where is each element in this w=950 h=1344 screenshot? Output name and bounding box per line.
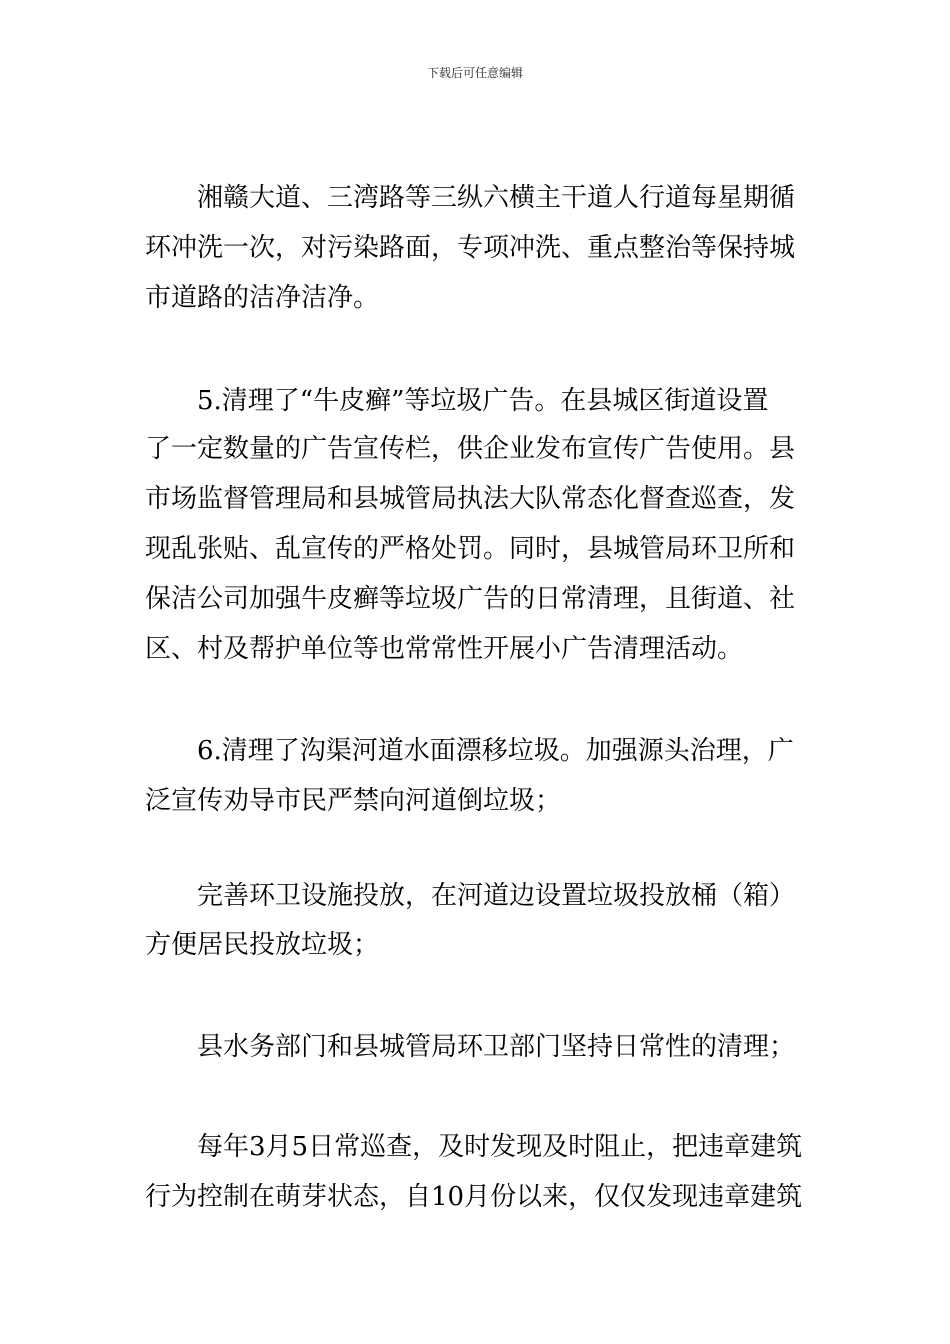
text-line: 6.清理了沟渠河道水面漂移垃圾。加强源头治理，广 xyxy=(197,736,794,766)
text-line: 5.清理了“牛皮癣”等垃圾广告。在县城区街道设置 xyxy=(197,386,769,416)
text-line: 市场监督管理局和县城管局执法大队常态化督查巡查，发 xyxy=(145,484,796,514)
text-line: 行为控制在萌芽状态，自10月份以来，仅仅发现违章建筑 xyxy=(145,1182,803,1212)
text-line: 湘赣大道、三湾路等三纵六横主干道人行道每星期循 xyxy=(197,183,796,213)
text-line: 泛宣传劝导市民严禁向河道倒垃圾； xyxy=(145,786,562,816)
text-line: 市道路的洁净洁净。 xyxy=(145,283,380,313)
text-line: 环冲洗一次，对污染路面，专项冲洗、重点整治等保持城 xyxy=(145,233,796,263)
text-line: 区、村及帮护单位等也常常性开展小广告清理活动。 xyxy=(145,634,744,664)
text-line: 现乱张贴、乱宣传的严格处罚。同时，县城管局环卫所和 xyxy=(145,534,796,564)
text-line: 保洁公司加强牛皮癣等垃圾广告的日常清理，且街道、社 xyxy=(145,584,796,614)
text-line: 了一定数量的广告宣传栏，供企业发布宣传广告使用。县 xyxy=(145,434,796,464)
text-line: 每年3月5日常巡查，及时发现及时阻止，把违章建筑 xyxy=(197,1132,803,1162)
text-line: 完善环卫设施投放，在河道边设置垃圾投放桶（箱） xyxy=(197,881,796,911)
page-header: 下载后可任意编辑 xyxy=(426,66,523,80)
text-line: 方便居民投放垃圾； xyxy=(145,930,380,960)
text-line: 县水务部门和县城管局环卫部门坚持日常性的清理； xyxy=(197,1032,796,1062)
